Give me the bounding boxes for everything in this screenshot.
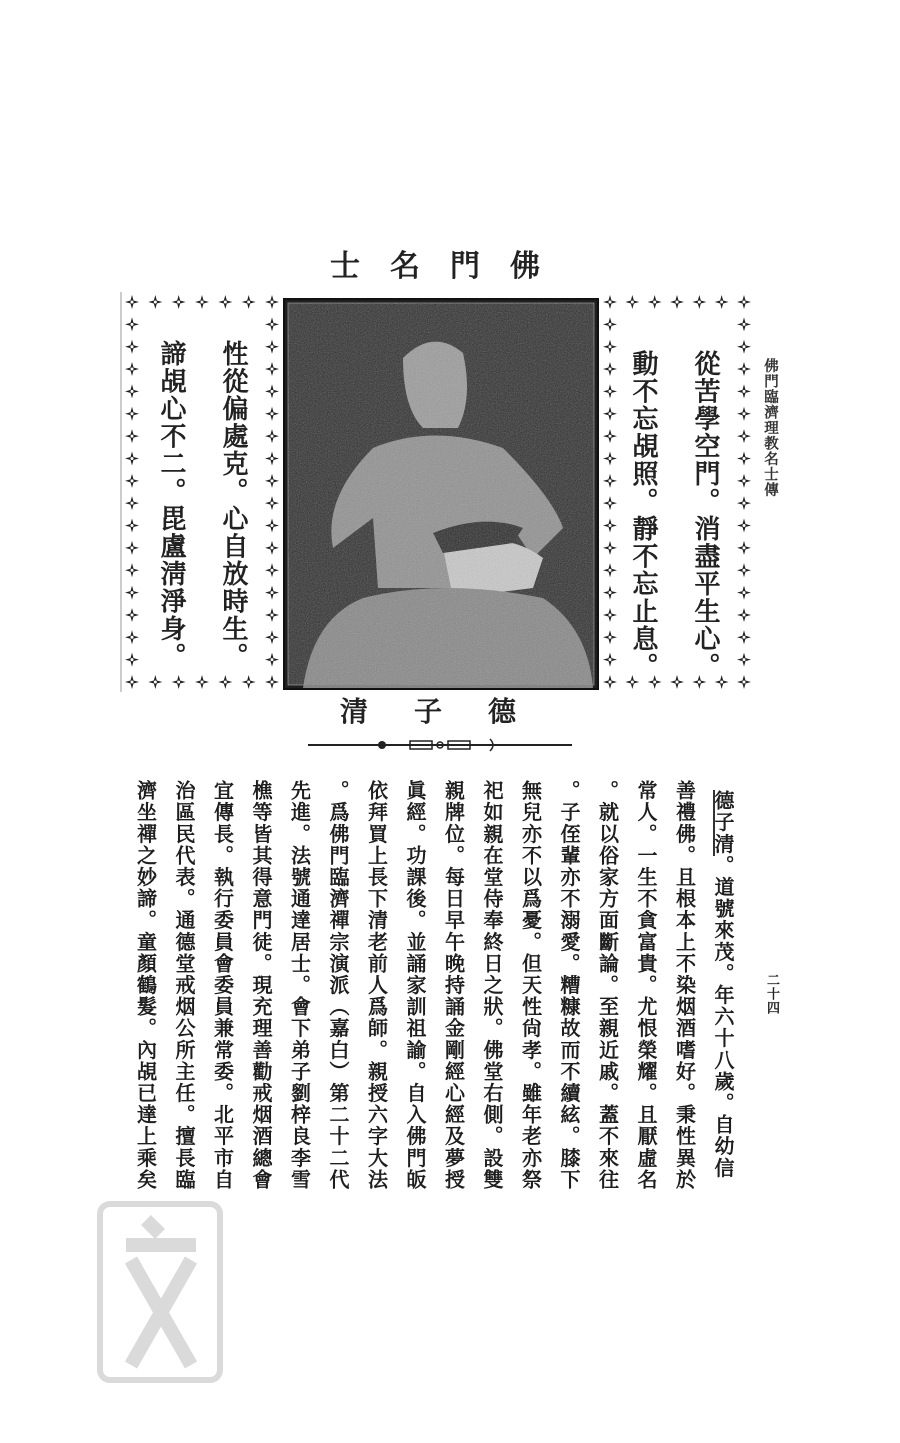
- border-cross-ornament: [265, 541, 279, 555]
- text-column: 宜傳長。執行委員會委員兼常委。北平市自: [210, 780, 235, 1191]
- border-cross-ornament: [737, 474, 751, 488]
- text-column: 眞經。功課後。並誦家訓祖諭。自入佛門皈: [403, 780, 427, 1191]
- border-cross-ornament: [648, 295, 662, 309]
- border-cross-ornament: [125, 541, 139, 555]
- text-column: 。爲佛門臨濟禪宗演派（嘉白）第二十二代: [326, 780, 350, 1191]
- text-column: 親牌位。每日早午晚持誦金剛經心經及夢授: [441, 780, 466, 1191]
- text-column: 濟坐禪之妙諦。童顏鶴髮。內覘已達上乘矣: [133, 780, 158, 1191]
- border-cross-ornament: [737, 519, 751, 533]
- biography-text: [126, 780, 742, 1220]
- border-cross-ornament: [737, 496, 751, 510]
- decorative-divider: [300, 735, 580, 755]
- border-cross-ornament: [625, 295, 639, 309]
- border-cross-ornament: [737, 608, 751, 622]
- border-cross-ornament: [737, 362, 751, 376]
- border-cross-ornament: [125, 608, 139, 622]
- border-cross-ornament: [265, 586, 279, 600]
- border-cross-ornament: [125, 407, 139, 421]
- border-cross-ornament: [265, 295, 279, 309]
- portrait-photo-icon: [283, 298, 599, 690]
- border-cross-ornament: [265, 362, 279, 376]
- border-cross-ornament: [125, 519, 139, 533]
- border-cross-ornament: [125, 675, 139, 689]
- left-verse-panel: [140, 340, 264, 690]
- text-column: 依拜買上長下清老前人爲師。親授六字大法: [364, 780, 389, 1191]
- border-cross-ornament: [125, 563, 139, 577]
- border-cross-ornament: [265, 519, 279, 533]
- verse-line: 性從偏處克。心自放時生。: [218, 340, 248, 670]
- library-seal-watermark-icon: [96, 1200, 224, 1384]
- text-column: 治區民代表。通德堂戒烟公所主任。擅長臨: [172, 780, 196, 1191]
- border-cross-ornament: [737, 586, 751, 600]
- border-cross-ornament: [265, 496, 279, 510]
- border-cross-ornament: [737, 563, 751, 577]
- border-cross-ornament: [737, 340, 751, 354]
- border-cross-ornament: [737, 317, 751, 331]
- border-cross-ornament: [265, 317, 279, 331]
- border-cross-ornament: [265, 630, 279, 644]
- border-cross-ornament: [265, 407, 279, 421]
- border-cross-ornament: [715, 295, 729, 309]
- border-cross-ornament: [265, 653, 279, 667]
- text-column: 祀如親在堂侍奉終日之狀。佛堂右側。設雙: [480, 780, 504, 1191]
- border-cross-ornament: [242, 295, 256, 309]
- border-cross-ornament: [125, 586, 139, 600]
- border-cross-ornament: [218, 295, 232, 309]
- border-cross-ornament: [125, 429, 139, 443]
- border-cross-ornament: [737, 407, 751, 421]
- border-cross-ornament: [737, 653, 751, 667]
- text-column: 常人。一生不貪富貴。尤恨榮耀。且厭虛名: [634, 780, 658, 1191]
- border-cross-ornament: [265, 384, 279, 398]
- page-number: 二十四: [764, 973, 779, 1015]
- border-cross-ornament: [125, 340, 139, 354]
- text-column: 善禮佛。且根本上不染烟酒嗜好。秉性異於: [672, 780, 697, 1191]
- page-header-title: 佛門名士: [330, 249, 570, 284]
- border-cross-ornament: [125, 384, 139, 398]
- border-cross-ornament: [125, 451, 139, 465]
- border-cross-ornament: [265, 474, 279, 488]
- border-cross-ornament: [265, 451, 279, 465]
- border-cross-ornament: [125, 496, 139, 510]
- border-cross-ornament: [172, 295, 186, 309]
- border-cross-ornament: [125, 630, 139, 644]
- border-cross-ornament: [125, 317, 139, 331]
- border-cross-ornament: [125, 362, 139, 376]
- border-cross-ornament: [265, 675, 279, 689]
- text-column: 先進。法號通達居士。會下弟子劉梓良李雪: [287, 780, 312, 1191]
- border-cross-ornament: [603, 295, 617, 309]
- border-cross-ornament: [265, 563, 279, 577]
- border-cross-ornament: [737, 429, 751, 443]
- border-cross-ornament: [737, 295, 751, 309]
- border-cross-ornament: [265, 429, 279, 443]
- border-cross-ornament: [265, 340, 279, 354]
- verse-line: 諦覘心不二。毘盧淸淨身。: [156, 340, 186, 670]
- running-side-title: 佛門臨濟理教名士傳: [762, 358, 779, 498]
- border-cross-ornament: [737, 384, 751, 398]
- border-cross-ornament: [737, 675, 751, 689]
- verse-line: 動不忘覘照。靜不忘止息。: [628, 350, 658, 680]
- text-column: 德子清。道號來茂。年六十八歲。自幼信: [711, 790, 735, 1179]
- text-column: 無兒亦不以爲憂。但天性尙孝。雖年老亦祭: [518, 780, 543, 1191]
- border-cross-ornament: [737, 630, 751, 644]
- border-cross-ornament: [125, 295, 139, 309]
- verse-line: 從苦學空門。消盡平生心。: [690, 350, 720, 680]
- border-cross-ornament: [737, 451, 751, 465]
- border-cross-ornament: [148, 295, 162, 309]
- border-cross-ornament: [125, 653, 139, 667]
- text-column: 。子侄輩亦不溺愛。糟糠故而不續絃。膝下: [557, 780, 581, 1191]
- portrait-caption: 德子清: [340, 695, 563, 728]
- border-cross-ornament: [265, 608, 279, 622]
- border-cross-ornament: [603, 317, 617, 331]
- border-cross-ornament: [195, 295, 209, 309]
- text-column: 樵等皆其得意門徒。現充理善勸戒烟酒總會: [249, 780, 273, 1191]
- border-cross-ornament: [125, 474, 139, 488]
- border-cross-ornament: [670, 295, 684, 309]
- right-verse-panel: [612, 350, 736, 700]
- text-column: 。就以俗家方面斷論。至親近戚。蓋不來往: [595, 780, 620, 1191]
- border-cross-ornament: [737, 541, 751, 555]
- border-cross-ornament: [692, 295, 706, 309]
